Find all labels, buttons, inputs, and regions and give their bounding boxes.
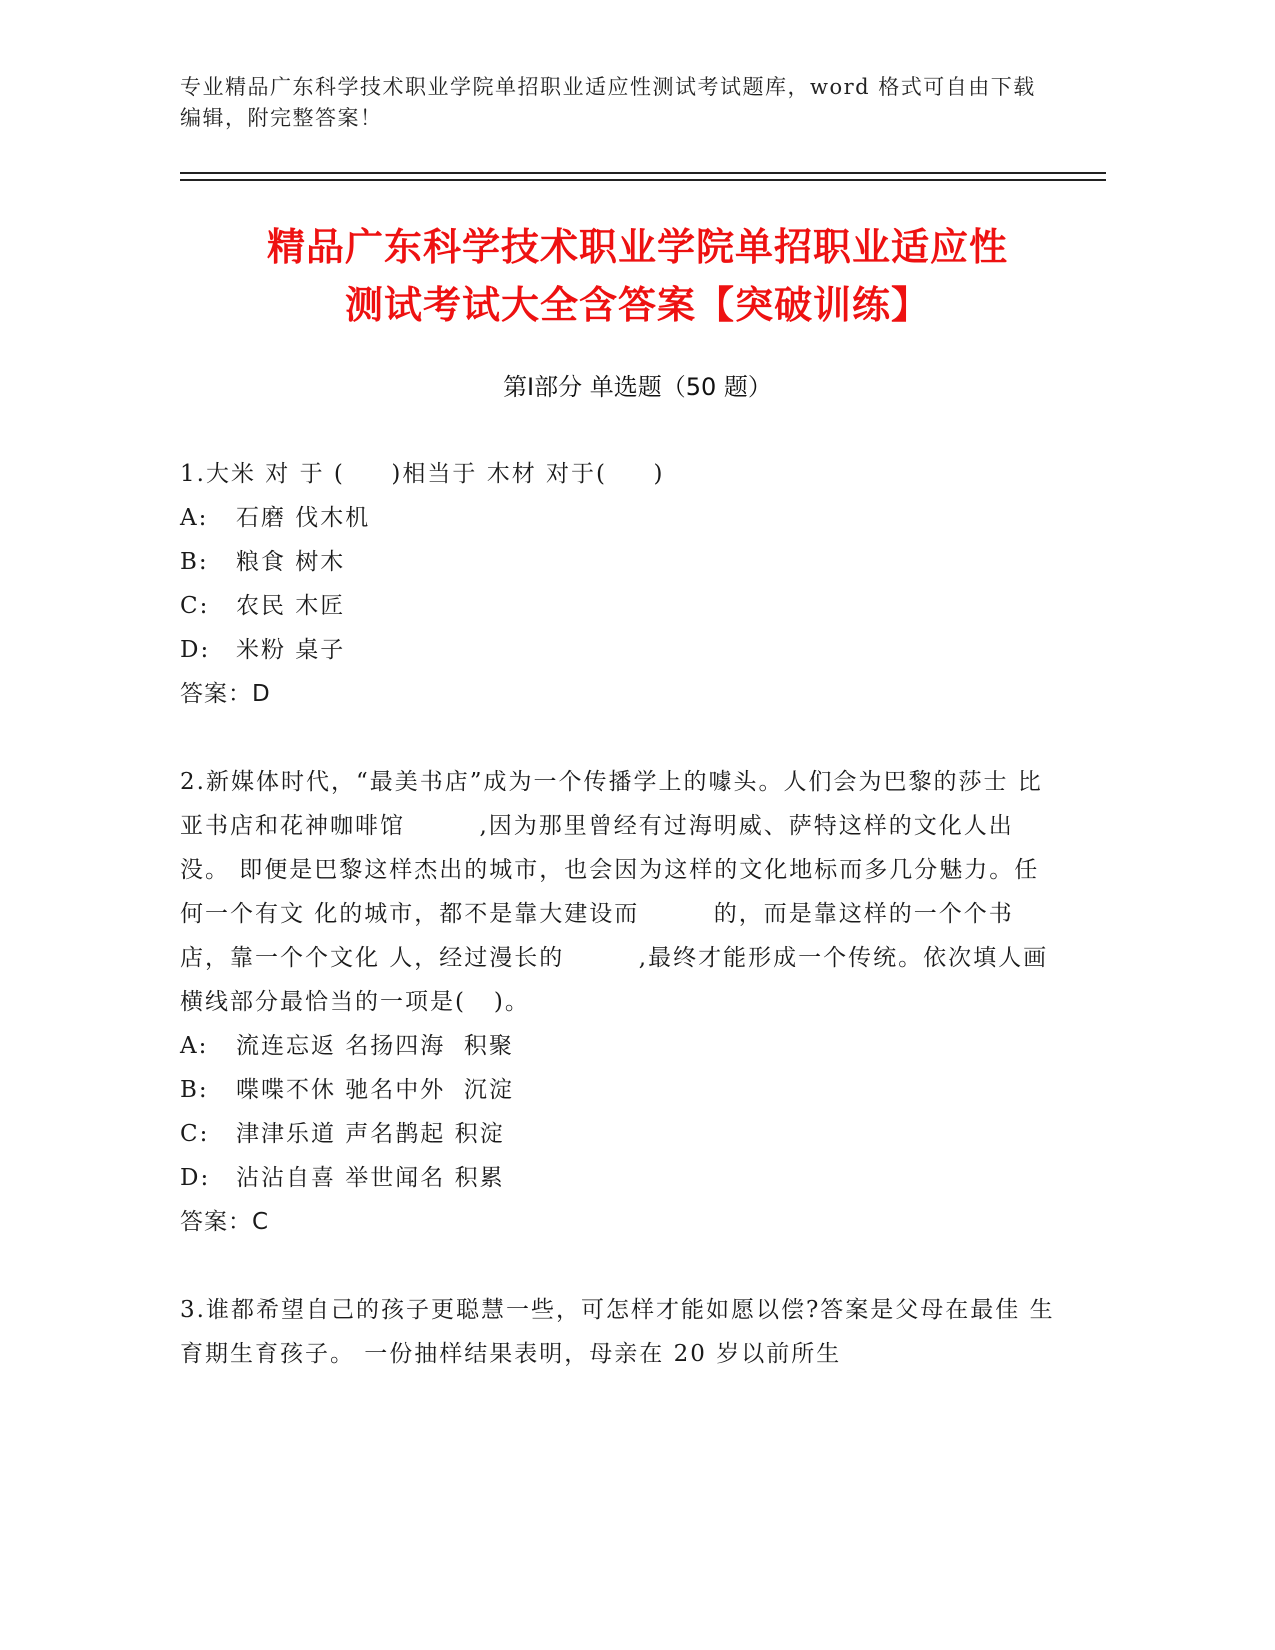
option-text: 流连忘返 名扬四海 积聚: [236, 1033, 514, 1059]
option-text: 粮食 树木: [236, 549, 346, 575]
option-b: [180, 1068, 1060, 1112]
option-b: [180, 540, 1060, 584]
option-c: [180, 1112, 1060, 1156]
option-text: 石磨 伐木机: [236, 505, 371, 531]
question-text: 1.大米 对 于 ( )相当于 木材 对于( ): [180, 461, 665, 487]
option-letter: D:: [180, 637, 211, 663]
option-d: [180, 628, 1060, 672]
option-letter: C:: [180, 1121, 210, 1147]
option-text: 农民 木匠: [236, 593, 346, 619]
option-letter: C:: [180, 593, 210, 619]
header-divider-top: [180, 172, 1106, 174]
document-title: [150, 218, 1125, 334]
option-letter: B:: [180, 549, 209, 575]
answer-line: 答案：C: [180, 1209, 270, 1235]
option-letter: B:: [180, 1077, 209, 1103]
option-letter: A:: [180, 1033, 209, 1059]
option-text: 津津乐道 声名鹊起 积淀: [236, 1121, 505, 1147]
header-divider-bottom: [180, 179, 1106, 181]
option-text: 米粉 桌子: [236, 637, 346, 663]
question-2: [180, 760, 1060, 1244]
title-line-1: 精品广东科学技术职业学院单招职业适应性: [266, 225, 1008, 269]
answer-line: 答案：D: [180, 681, 271, 707]
option-a: [180, 496, 1060, 540]
question-list: [180, 452, 1060, 1420]
header-note: 专业精品广东科学技术职业学院单招职业适应性测试考试题库，word 格式可自由下载编辑，附完整答案！: [180, 75, 1036, 130]
option-a: [180, 1024, 1060, 1068]
option-d: [180, 1156, 1060, 1200]
question-text: 3.谁都希望自己的孩子更聪慧一些，可怎样才能如愿以偿?答案是父母在最佳 生育期生育孩子。 一份抽样结果表明，母亲在 20 岁以前所生: [180, 1297, 1055, 1367]
option-letter: A:: [180, 505, 209, 531]
title-line-2: 测试考试大全含答案【突破训练】: [344, 283, 930, 327]
option-letter: D:: [180, 1165, 211, 1191]
section-heading: 第Ⅰ部分 单选题（50 题）: [503, 373, 772, 401]
option-text: 喋喋不休 驰名中外 沉淀: [236, 1077, 514, 1103]
question-text: 2.新媒体时代，“最美书店”成为一个传播学上的噱头。人们会为巴黎的莎士 比亚书店和花神咖啡馆 ,因为那里曾经有过海明威、萨特这样的文化人出没。 即便是巴黎这样杰出的城市，也会因为这样的文化地标而多几分魅力。任何一个有文 化的城市，都不是靠大建设而 的，而是靠这样的一个个书店，靠一个个文化 人，经过漫长的 ,最终才能形成一个传统。依次填人画横线部分最恰当的一项是( )。: [180, 769, 1049, 1015]
question-1: [180, 452, 1060, 716]
option-c: [180, 584, 1060, 628]
option-text: 沾沾自喜 举世闻名 积累: [236, 1165, 505, 1191]
question-3: [180, 1288, 1060, 1376]
